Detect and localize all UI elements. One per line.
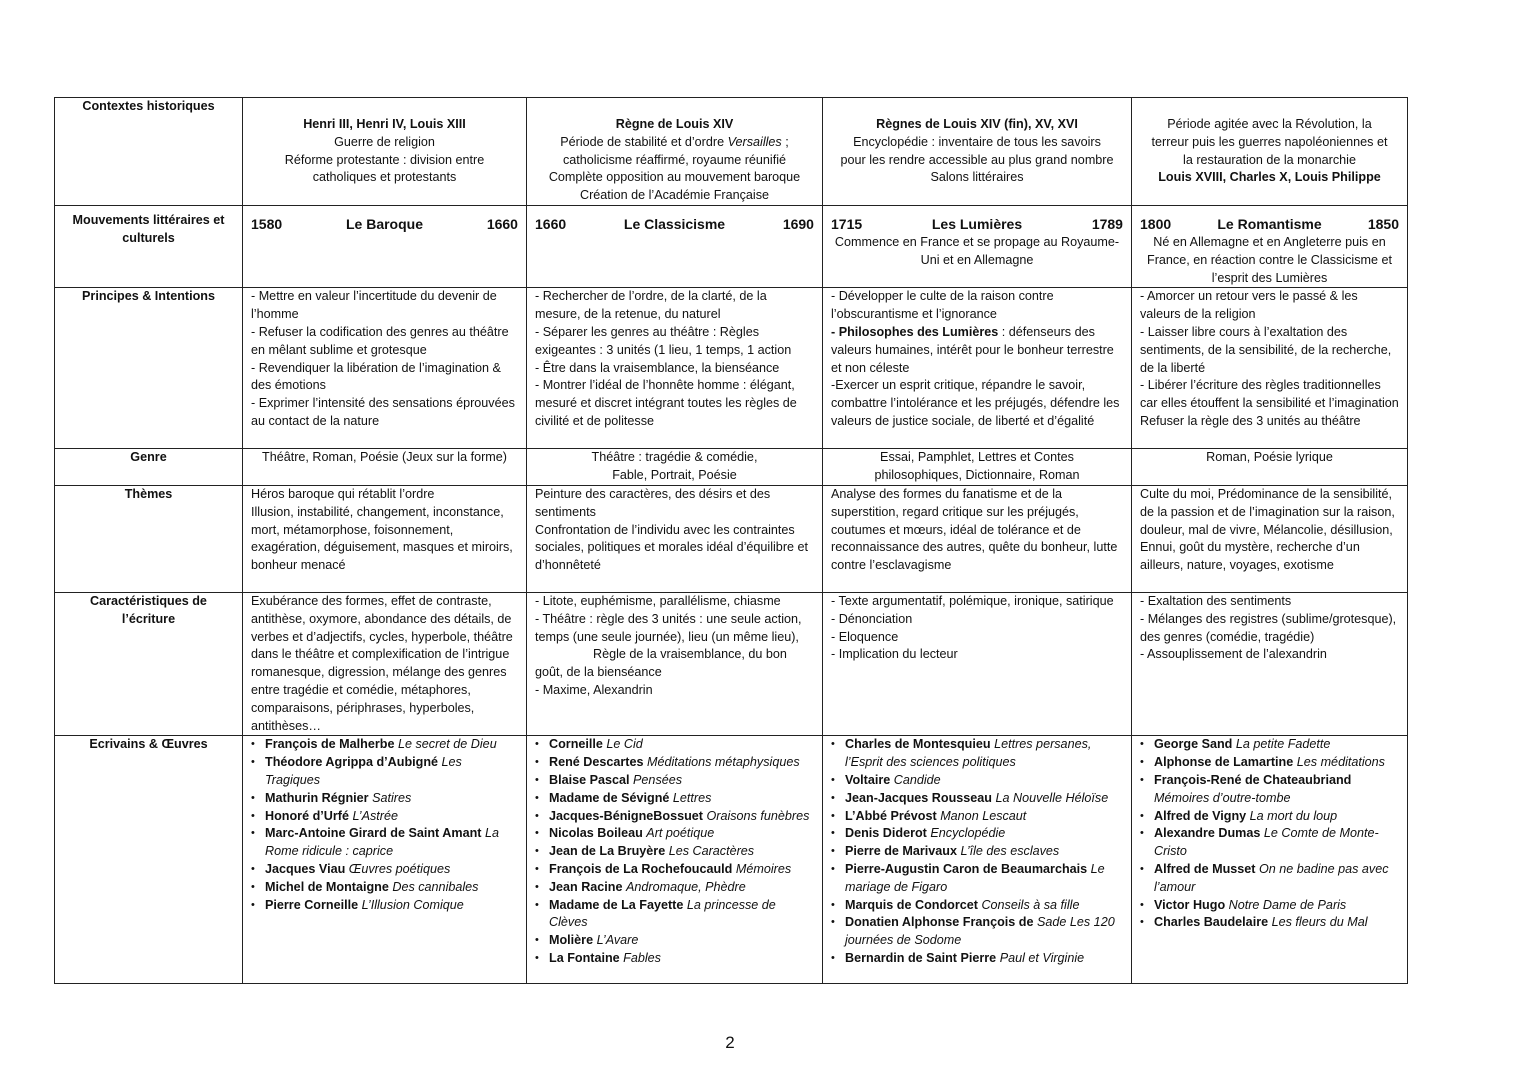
writer-item — [1140, 772, 1399, 808]
bullet-icon: • — [1140, 756, 1144, 769]
writer-name: Bernardin de Saint Pierre — [845, 950, 997, 965]
writer-name: Pierre-Augustin Caron de Beaumarchais — [845, 861, 1088, 876]
bullet-icon: • — [535, 738, 539, 751]
writer-work: Le secret de Dieu — [397, 737, 497, 752]
writer-item — [251, 897, 518, 915]
writer-name: Marquis de Condorcet — [845, 897, 978, 912]
writer-item — [831, 897, 1123, 915]
bullet-icon: • — [1140, 738, 1144, 751]
lumieres-themes: Analyse des formes du fanatisme et de la superstition, regard critique sur les préjugés, coutumes et mœurs, idéal de tolérance et de reconnaissance des autres, quête du bonheur, lutte contre l’esclavagisme — [823, 485, 1132, 592]
writer-work: Conseils à sa fille — [981, 897, 1080, 912]
writer-item — [251, 736, 518, 754]
writer-name: Jacques-BénigneBossuet — [549, 808, 703, 823]
writer-work: Méditations métaphysiques — [647, 755, 800, 770]
lumieres-genre: Essai, Pamphlet, Lettres et Contes philosophiques, Dictionnaire, Roman — [823, 449, 1132, 486]
writer-work: L’île des esclaves — [960, 844, 1060, 859]
writer-item — [535, 950, 814, 968]
bullet-icon: • — [535, 862, 539, 875]
writer-name: Alphonse de Lamartine — [1154, 755, 1294, 770]
bullet-icon: • — [1140, 898, 1144, 911]
bullet-icon: • — [535, 951, 539, 964]
writer-name: François de La Rochefoucauld — [549, 861, 733, 876]
writer-work: Art poétique — [646, 826, 715, 841]
writer-work: Encyclopédie — [930, 826, 1006, 841]
romantisme-writers — [1132, 736, 1408, 984]
writer-item — [535, 897, 814, 933]
bullet-icon: • — [831, 791, 835, 804]
lumieres-movement: 1715 Les Lumières 1789 Commence en France et se propage au Royaume-Uni et en Allemagne — [823, 206, 1132, 288]
writer-work: Le mariage de Figaro — [845, 861, 1105, 894]
writer-name: Madame de Sévigné — [549, 790, 670, 805]
writer-name: Charles de Montesquieu — [845, 737, 991, 752]
bullet-icon: • — [251, 898, 255, 911]
writer-work: Fables — [623, 950, 661, 965]
writer-item — [535, 879, 814, 897]
writer-item — [251, 754, 518, 790]
writer-name: Théodore Agrippa d’Aubigné — [265, 755, 439, 770]
writer-work: Mémoires — [735, 861, 792, 876]
writer-name: Honoré d’Urfé — [265, 808, 349, 823]
writer-item — [831, 790, 1123, 808]
writer-name: Denis Diderot — [845, 826, 927, 841]
movement-name: Les Lumières — [931, 216, 1023, 232]
bullet-icon: • — [251, 809, 255, 822]
writer-work: La mort du loup — [1249, 808, 1338, 823]
bullet-icon: • — [535, 880, 539, 893]
row-header-caracteristiques: Caractéristiques de l’écriture — [55, 592, 243, 735]
row-header-ecrivains: Ecrivains & Œuvres — [55, 736, 243, 984]
romantisme-movement: 1800 Le Romantisme 1850 Né en Allemagne et en Angleterre puis en France, en réaction contre le Classicisme et l’esprit des Lumières — [1132, 206, 1408, 288]
bullet-icon: • — [535, 934, 539, 947]
writer-name: Jacques Viau — [265, 861, 346, 876]
writer-work: Œuvres poétiques — [348, 861, 451, 876]
writer-item — [831, 736, 1123, 772]
row-contextes — [55, 98, 1408, 206]
bullet-icon: • — [831, 773, 835, 786]
romantisme-themes: Culte du moi, Prédominance de la sensibilité, de la passion et de l’imagination sur la raison, douleur, mal de vivre, Mélancolie, désillusion, Ennui, goût du mystère, recherche d’un ailleurs, nature, voyages, exotisme — [1132, 485, 1408, 592]
lumieres-writing: - Texte argumentatif, polémique, ironique, satirique - Dénonciation - Eloquence - Implication du lecteur — [823, 592, 1132, 735]
romantisme-context: Période agitée avec la Révolution, la terreur puis les guerres napoléoniennes et la restauration de la monarchie Louis XVIII, Charles X, Louis Philippe — [1132, 98, 1408, 206]
context-title: Règne de Louis XIV — [615, 117, 734, 132]
classicisme-themes: Peinture des caractères, des désirs et des sentiments Confrontation de l’individu avec les contraintes sociales, politiques et morales idéal d’équilibre et d’honnêteté — [527, 485, 823, 592]
bullet-icon: • — [535, 845, 539, 858]
writer-work: Sade Les 120 journées de Sodome — [845, 915, 1115, 948]
context-title: Règnes de Louis XIV (fin), XV, XVI — [876, 116, 1078, 131]
classicisme-context: Règne de Louis XIV Période de stabilité et d’ordre Versailles ; catholicisme réaffirmé, royaume réunifié Complète opposition au mouvement baroque Création de l’Académie Française — [527, 98, 823, 206]
writer-name: Charles Baudelaire — [1154, 915, 1269, 930]
bullet-icon: • — [535, 827, 539, 840]
writer-name: Donatien Alphonse François de — [845, 915, 1034, 930]
writer-item — [251, 861, 518, 879]
writer-work: L’Illusion Comique — [361, 897, 464, 912]
bullet-icon: • — [535, 773, 539, 786]
bullet-icon: • — [831, 862, 835, 875]
bullet-icon: • — [1140, 916, 1144, 929]
writer-work: Andromaque, Phèdre — [626, 879, 746, 894]
writer-item — [831, 825, 1123, 843]
writer-name: Voltaire — [845, 772, 891, 787]
classicisme-principles: - Rechercher de l’ordre, de la clarté, de la mesure, de la retenue, du naturel - Séparer les genres au théâtre : Règles exigeantes : 3 unités (1 lieu, 1 temps, 1 action - Être dans la vraisemblance, la bienséance - Montrer l’idéal de l’honnête homme : élégant, mesuré et discret intégrant toutes les règles de civilité et de politesse — [527, 288, 823, 449]
writer-name: L’Abbé Prévost — [845, 808, 937, 823]
writer-name: George Sand — [1154, 737, 1233, 752]
writer-name: René Descartes — [549, 755, 644, 770]
writer-name: Corneille — [549, 737, 603, 752]
writer-item — [831, 808, 1123, 826]
writer-name: François-René de Chateaubriand — [1154, 772, 1352, 787]
bullet-icon: • — [831, 827, 835, 840]
writer-work: Les Caractères — [668, 844, 755, 859]
writer-item — [535, 825, 814, 843]
bullet-icon: • — [1140, 773, 1144, 786]
writer-item — [535, 808, 814, 826]
writer-item — [831, 950, 1123, 968]
writer-work: L’Astrée — [352, 808, 398, 823]
writer-item — [831, 843, 1123, 861]
movement-name: Le Classicisme — [623, 216, 726, 232]
bullet-icon: • — [831, 916, 835, 929]
romantisme-genre: Roman, Poésie lyrique — [1132, 449, 1408, 486]
row-ecrivains — [55, 736, 1408, 984]
writer-item — [535, 790, 814, 808]
writer-item — [1140, 914, 1399, 932]
bullet-icon: • — [831, 809, 835, 822]
bullet-icon: • — [831, 845, 835, 858]
bullet-icon: • — [1140, 809, 1144, 822]
bullet-icon: • — [251, 738, 255, 751]
writer-work: Le Cid — [606, 737, 643, 752]
writer-item — [831, 772, 1123, 790]
bullet-icon: • — [251, 862, 255, 875]
row-header-principes: Principes & Intentions — [55, 288, 243, 449]
baroque-principles: - Mettre en valeur l’incertitude du devenir de l’homme - Refuser la codification des genres au théâtre en mêlant sublime et grotesque - Revendiquer la libération de l’imagination & des émotions - Exprimer l’intensité des sensations éprouvées au contact de la nature — [243, 288, 527, 449]
classicisme-writing: - Litote, euphémisme, parallélisme, chiasme - Théâtre : règle des 3 unités : une seule action, temps (une seule journée), lieu (un même lieu), Règle de la vraisemblance, du bon goût, de la bienséance - Maxime, Alexandrin — [527, 592, 823, 735]
writer-item — [535, 754, 814, 772]
page-number: 2 — [725, 1033, 735, 1052]
writer-work: Les Tragiques — [265, 755, 462, 787]
bullet-icon: • — [831, 898, 835, 911]
writer-work: Satires — [372, 790, 412, 805]
writer-item — [535, 932, 814, 950]
row-header-mouvements: Mouvements littéraires et culturels — [55, 206, 243, 288]
writer-name: Pierre de Marivaux — [845, 844, 958, 859]
writer-item — [1140, 897, 1399, 915]
writer-item — [1140, 736, 1399, 754]
bullet-icon: • — [1140, 827, 1144, 840]
writer-name: Mathurin Régnier — [265, 790, 369, 805]
writer-item — [831, 914, 1123, 950]
writer-work: Des cannibales — [392, 879, 479, 894]
writer-work: Candide — [893, 772, 941, 787]
classicisme-movement: 1660 Le Classicisme 1690 — [527, 206, 823, 288]
context-title: Henri III, Henri IV, Louis XIII — [303, 116, 466, 131]
writer-work: Mémoires d’outre-tombe — [1154, 790, 1291, 805]
writer-work: La Nouvelle Héloïse — [995, 790, 1109, 805]
writer-name: Jean-Jacques Rousseau — [845, 790, 992, 805]
row-genre — [55, 449, 1408, 486]
baroque-context: Henri III, Henri IV, Louis XIII Guerre de religion Réforme protestante : division entre catholiques et protestants — [243, 98, 527, 206]
row-caracteristiques — [55, 592, 1408, 735]
baroque-themes: Héros baroque qui rétablit l’ordre Illusion, instabilité, changement, inconstance, mort, métamorphose, foisonnement, exagération, déguisement, masques et miroirs, bonheur menacé — [243, 485, 527, 592]
writer-item — [251, 825, 518, 861]
writer-item — [1140, 825, 1399, 861]
writer-work: On ne badine pas avec l’amour — [1154, 861, 1389, 894]
movement-name: Le Romantisme — [1217, 216, 1322, 232]
bullet-icon: • — [251, 791, 255, 804]
lumieres-writers — [823, 736, 1132, 984]
baroque-genre: Théâtre, Roman, Poésie (Jeux sur la forme) — [243, 449, 527, 486]
writer-work: La Rome ridicule : caprice — [265, 826, 499, 859]
writer-item — [251, 790, 518, 808]
writer-work: Pensées — [633, 772, 683, 787]
bullet-icon: • — [251, 756, 255, 769]
writer-work: La princesse de Clèves — [549, 897, 776, 930]
row-header-genre: Genre — [55, 449, 243, 486]
lumieres-context: Règnes de Louis XIV (fin), XV, XVI Encyclopédie : inventaire de tous les savoirs pour les rendre accessible au plus grand nombre Salons littéraires — [823, 98, 1132, 206]
writer-item — [831, 861, 1123, 897]
writer-item — [1140, 808, 1399, 826]
writer-name: Blaise Pascal — [549, 772, 630, 787]
bullet-icon: • — [251, 827, 255, 840]
bullet-icon: • — [251, 880, 255, 893]
writer-name: Alfred de Vigny — [1154, 808, 1247, 823]
bullet-icon: • — [535, 898, 539, 911]
writer-item — [535, 736, 814, 754]
baroque-writing: Exubérance des formes, effet de contraste, antithèse, oxymore, abondance des détails, de verbes et d’adjectifs, cycles, hyperbole, théâtre dans le théâtre et complexification de l’intrigue romanesque, digression, mélange des genres entre tragédie et comédie, métaphores, comparaisons, périphrases, hyperboles, antithèses… — [243, 592, 527, 735]
baroque-writers — [243, 736, 527, 984]
writer-name: Alfred de Musset — [1154, 861, 1256, 876]
classicisme-writers — [527, 736, 823, 984]
writer-item — [1140, 861, 1399, 897]
writer-name: Molière — [549, 933, 594, 948]
writer-name: Jean Racine — [549, 879, 623, 894]
writer-name: Nicolas Boileau — [549, 826, 643, 841]
writer-name: Madame de La Fayette — [549, 897, 684, 912]
writer-item — [251, 808, 518, 826]
bullet-icon: • — [535, 756, 539, 769]
writer-name: Michel de Montaigne — [265, 879, 389, 894]
row-header-contextes: Contextes historiques — [55, 98, 243, 206]
writer-name: Jean de La Bruyère — [549, 844, 666, 859]
row-themes — [55, 485, 1408, 592]
bullet-icon: • — [831, 738, 835, 751]
writer-work: Lettres persanes, l’Esprit des sciences politiques — [845, 737, 1092, 770]
writer-name: Alexandre Dumas — [1154, 826, 1261, 841]
writer-work: Les méditations — [1296, 755, 1385, 770]
writer-work: Paul et Virginie — [999, 950, 1085, 965]
row-principes — [55, 288, 1408, 449]
writer-name: Marc-Antoine Girard de Saint Amant — [265, 826, 482, 841]
writer-item — [1140, 754, 1399, 772]
writer-name: La Fontaine — [549, 950, 620, 965]
bullet-icon: • — [535, 809, 539, 822]
writer-work: Notre Dame de Paris — [1228, 897, 1347, 912]
baroque-movement: 1580 Le Baroque 1660 — [243, 206, 527, 288]
writer-item — [535, 861, 814, 879]
row-mouvements — [55, 206, 1408, 288]
lumieres-principles: - Développer le culte de la raison contre l’obscurantisme et l’ignorance - Philosophes des Lumières : défenseurs des valeurs humaines, intérêt pour le bonheur terrestre et non céleste -Exercer un esprit critique, répandre le savoir, combattre l’intolérance et les préjugés, défendre les valeurs de justice sociale, de liberté et d’égalité — [823, 288, 1132, 449]
writer-work: La petite Fadette — [1235, 737, 1331, 752]
romantisme-writing: - Exaltation des sentiments - Mélanges des registres (sublime/grotesque), des genres (comédie, tragédie) - Assouplissement de l’alexandrin — [1132, 592, 1408, 735]
bullet-icon: • — [535, 791, 539, 804]
context-title: Louis XVIII, Charles X, Louis Philippe — [1158, 170, 1381, 185]
writer-work: Oraisons funèbres — [706, 808, 810, 823]
classicisme-genre: Théâtre : tragédie & comédie, Fable, Portrait, Poésie — [527, 449, 823, 486]
writer-name: François de Malherbe — [265, 737, 395, 752]
writer-item — [535, 843, 814, 861]
bullet-icon: • — [831, 951, 835, 964]
writer-work: Le Comte de Monte-Cristo — [1154, 826, 1379, 859]
writer-work: Les fleurs du Mal — [1271, 915, 1368, 930]
row-header-themes: Thèmes — [55, 485, 243, 592]
movement-name: Le Baroque — [345, 216, 423, 232]
literary-movements-table — [54, 97, 1408, 984]
writer-work: L’Avare — [596, 933, 639, 948]
romantisme-principles: - Amorcer un retour vers le passé & les valeurs de la religion - Laisser libre cours à l’exaltation des sentiments, de la sensibilité, de la recherche, de la liberté - Libérer l’écriture des règles traditionnelles car elles étouffent la sensibilité et l’imagination Refuser la règle des 3 unités au théâtre — [1132, 288, 1408, 449]
writer-item — [251, 879, 518, 897]
writer-work: Manon Lescaut — [940, 808, 1027, 823]
writer-work: Lettres — [672, 790, 712, 805]
bullet-icon: • — [1140, 862, 1144, 875]
writer-name: Pierre Corneille — [265, 897, 359, 912]
writer-name: Victor Hugo — [1154, 897, 1226, 912]
writer-item — [535, 772, 814, 790]
